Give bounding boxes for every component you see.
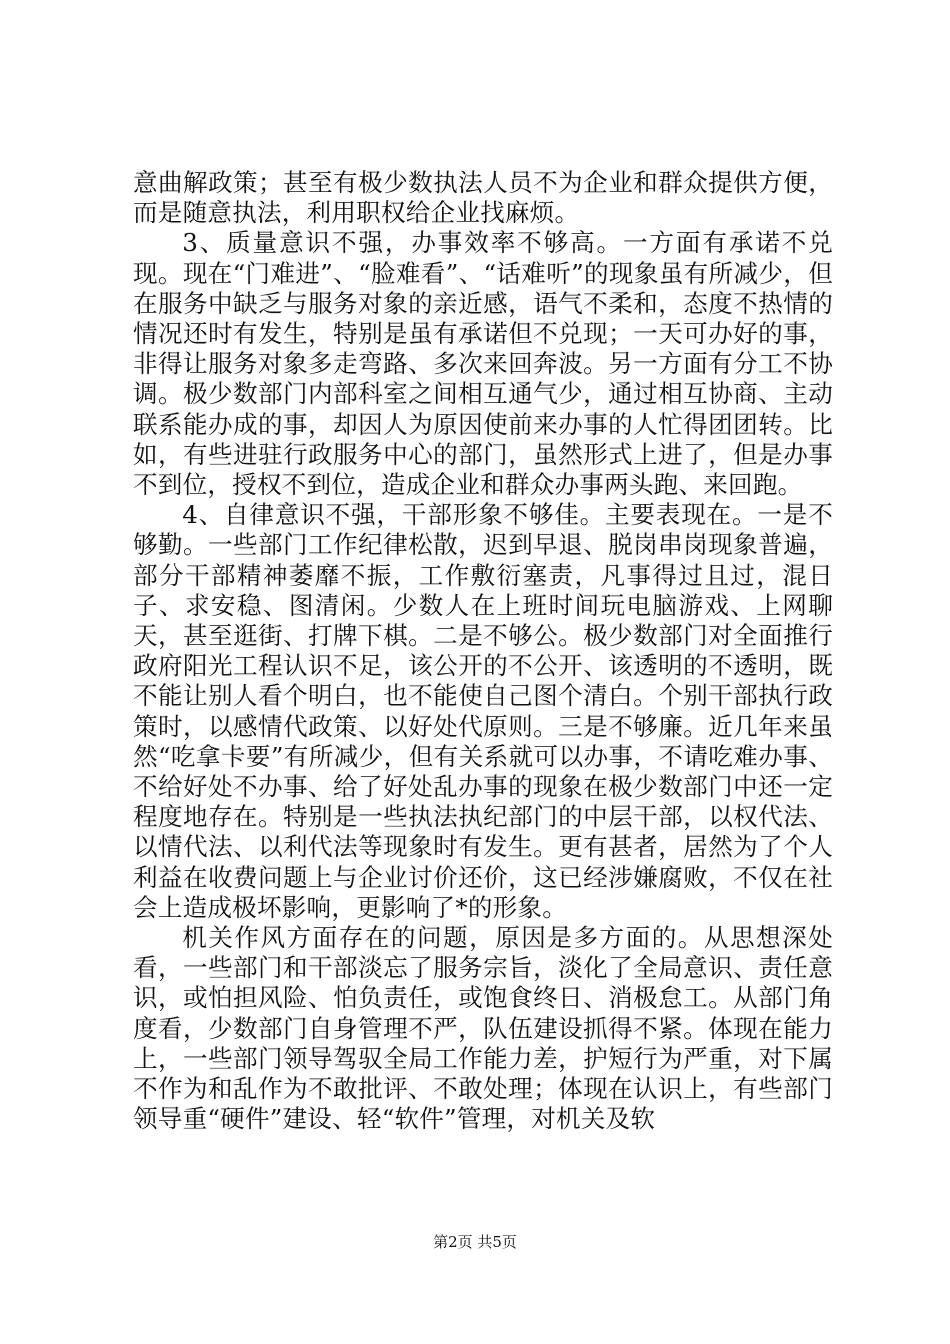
paragraph-continuation: 意曲解政策；甚至有极少数执法人员不为企业和群众提供方便，而是随意执法，利用职权给企业找麻烦。 xyxy=(133,168,833,228)
paragraph-causes: 机关作风方面存在的问题，原因是多方面的。从思想深处看，一些部门和干部淡忘了服务宗旨，淡化了全局意识、责任意识，或怕担风险、怕负责任，或饱食终日、消极怠工。从部门角度看，少数部门自身管理不严，队伍建设抓得不紧。体现在能力上，一些部门领导驾驭全局工作能力差，护短行为严重，对下属不作为和乱作为不敢批评、不敢处理；体现在认识上，有些部门领导重“硬件”建设、轻“软件”管理，对机关及软 xyxy=(133,923,833,1134)
paragraph-self-discipline: 4、自律意识不强，干部形象不够佳。主要表现在。一是不够勤。一些部门工作纪律松散，迟到早退、脱岗串岗现象普遍，部分干部精神萎靡不振，工作敷衍塞责，凡事得过且过，混日子、求安稳、图清闲。少数人在上班时间玩电脑游戏、上网聊天，甚至逛街、打牌下棋。二是不够公。极少数部门对全面推行政府阳光工程认识不足，该公开的不公开、该透明的不透明，既不能让别人看个明白，也不能使自己图个清白。个别干部执行政策时，以感情代政策、以好处代原则。三是不够廉。近几年来虽然“吃拿卡要”有所减少，但有关系就可以办事，不请吃难办事、不给好处不办事、给了好处乱办事的现象在极少数部门中还一定程度地存在。特别是一些执法执纪部门的中层干部，以权代法、以情代法、以利代法等现象时有发生。更有甚者，居然为了个人利益在收费问题上与企业讨价还价，这已经涉嫌腐败，不仅在社会上造成极坏影响，更影响了*的形象。 xyxy=(133,500,833,922)
page-number-footer: 第2页 共5页 xyxy=(433,1233,517,1251)
paragraph-quality-awareness: 3、质量意识不强，办事效率不够高。一方面有承诺不兑现。现在“门难进”、“脸难看”、“话难听”的现象虽有所减少，但在服务中缺乏与服务对象的亲近感，语气不柔和，态度不热情的情况还时有发生，特别是虽有承诺但不兑现；一天可办好的事，非得让服务对象多走弯路、多次来回奔波。另一方面有分工不协调。极少数部门内部科室之间相互通气少，通过相互协商、主动联系能办成的事，却因人为原因使前来办事的人忙得团团转。比如，有些进驻行政服务中心的部门，虽然形式上进了，但是办事不到位，授权不到位，造成企业和群众办事两头跑、来回跑。 xyxy=(133,228,833,500)
body-text xyxy=(133,168,833,1135)
